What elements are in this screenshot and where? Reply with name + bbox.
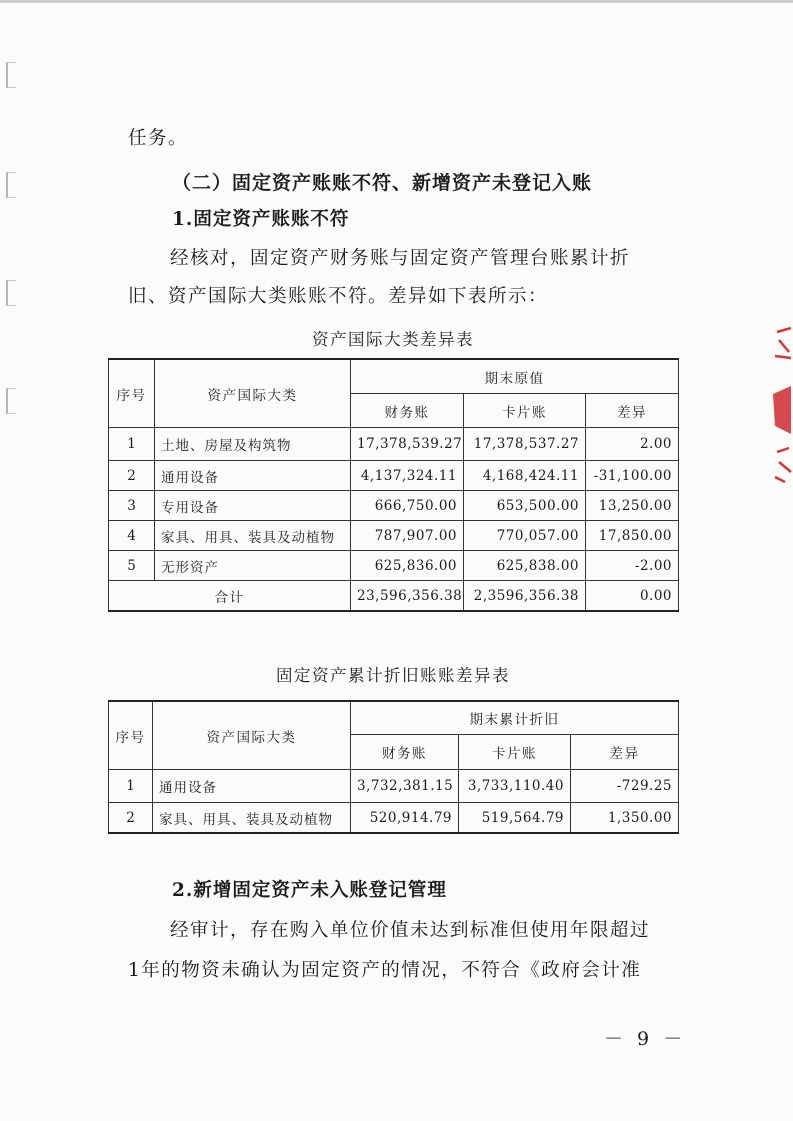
table2-caption: 固定资产累计折旧账账差异表: [276, 666, 510, 685]
cell-card: 3,733,110.40: [459, 770, 571, 803]
cell-category: 无形资产: [155, 551, 351, 581]
header-difference: 差异: [586, 394, 679, 428]
cell-total-diff: 0.00: [586, 581, 679, 612]
cell-finance: 17,378,539.27: [351, 428, 464, 461]
cell-diff: -2.00: [586, 551, 679, 581]
header-card-ledger: 卡片账: [459, 735, 571, 770]
asset-category-difference-table: [108, 358, 679, 612]
cell-no: 1: [109, 770, 153, 803]
paragraph-line: 1年的物资未确认为固定资产的情况，不符合《政府会计准: [128, 960, 642, 981]
cell-diff: 13,250.00: [586, 491, 679, 521]
cell-diff: 2.00: [586, 428, 679, 461]
header-no: 序号: [109, 359, 155, 428]
table-row: [109, 461, 679, 491]
cell-no: 3: [109, 491, 155, 521]
paragraph-line: 旧、资产国际大类账账不符。差异如下表所示：: [128, 286, 549, 307]
header-no: 序号: [109, 701, 153, 770]
cell-total-card: 2,3596,356.38: [464, 581, 586, 612]
cell-no: 2: [109, 803, 153, 834]
table-row: [109, 428, 679, 461]
table-row: [109, 491, 679, 521]
cell-total-label: 合计: [109, 581, 351, 612]
cell-finance: 3,732,381.15: [351, 770, 459, 803]
cell-no: 4: [109, 521, 155, 551]
header-finance-ledger: 财务账: [351, 394, 464, 428]
cell-category: 家具、用具、装具及动植物: [153, 803, 351, 834]
cell-card: 625,838.00: [464, 551, 586, 581]
cell-finance: 625,836.00: [351, 551, 464, 581]
header-difference: 差异: [571, 735, 679, 770]
paragraph-line: 经核对，固定资产财务账与固定资产管理台账累计折: [170, 248, 631, 269]
cell-no: 5: [109, 551, 155, 581]
table1-caption: 资产国际大类差异表: [312, 330, 474, 349]
header-group-accumulated-depreciation: 期末累计折旧: [351, 701, 679, 735]
cell-category: 通用设备: [155, 461, 351, 491]
cell-finance: 666,750.00: [351, 491, 464, 521]
cell-finance: 520,914.79: [351, 803, 459, 834]
header-finance-ledger: 财务账: [351, 735, 459, 770]
cell-card: 4,168,424.11: [464, 461, 586, 491]
cell-card: 17,378,537.27: [464, 428, 586, 461]
subsection-heading-2: 2.新增固定资产未入账登记管理: [172, 880, 447, 901]
cell-category: 通用设备: [153, 770, 351, 803]
table-row: [109, 521, 679, 551]
binding-hole-mark: [6, 280, 16, 306]
cell-total-finance: 23,596,356.38: [351, 581, 464, 612]
cell-diff: -729.25: [571, 770, 679, 803]
table-row: [109, 770, 679, 803]
cell-card: 653,500.00: [464, 491, 586, 521]
cell-category: 土地、房屋及构筑物: [155, 428, 351, 461]
header-card-ledger: 卡片账: [464, 394, 586, 428]
binding-hole-mark: [6, 62, 16, 88]
header-group-original-value: 期末原值: [351, 359, 679, 394]
cell-finance: 4,137,324.11: [351, 461, 464, 491]
cell-category: 家具、用具、装具及动植物: [155, 521, 351, 551]
section-heading: （二）固定资产账账不符、新增资产未登记入账: [172, 172, 593, 194]
cell-card: 770,057.00: [464, 521, 586, 551]
cell-finance: 787,907.00: [351, 521, 464, 551]
table-total-row: [109, 581, 679, 612]
table-row: [109, 803, 679, 834]
paragraph-intro-line: 任务。: [128, 128, 189, 149]
table-row: [109, 551, 679, 581]
cell-no: 1: [109, 428, 155, 461]
binding-hole-mark: [6, 172, 16, 198]
binding-hole-mark: [6, 388, 16, 414]
cell-diff: -31,100.00: [586, 461, 679, 491]
cell-category: 专用设备: [155, 491, 351, 521]
paragraph-line: 经审计，存在购入单位价值未达到标准但使用年限超过: [170, 920, 651, 941]
page-top-edge: [0, 0, 793, 3]
subsection-heading-1: 1.固定资产账账不符: [172, 209, 350, 230]
page-number: － 9 －: [604, 1028, 687, 1050]
cell-card: 519,564.79: [459, 803, 571, 834]
cell-diff: 1,350.00: [571, 803, 679, 834]
cell-diff: 17,850.00: [586, 521, 679, 551]
cell-no: 2: [109, 461, 155, 491]
header-category: 资产国际大类: [153, 701, 351, 770]
seal-stamp-fragment: [771, 322, 793, 487]
header-category: 资产国际大类: [155, 359, 351, 428]
accumulated-depreciation-difference-table: [108, 700, 679, 834]
